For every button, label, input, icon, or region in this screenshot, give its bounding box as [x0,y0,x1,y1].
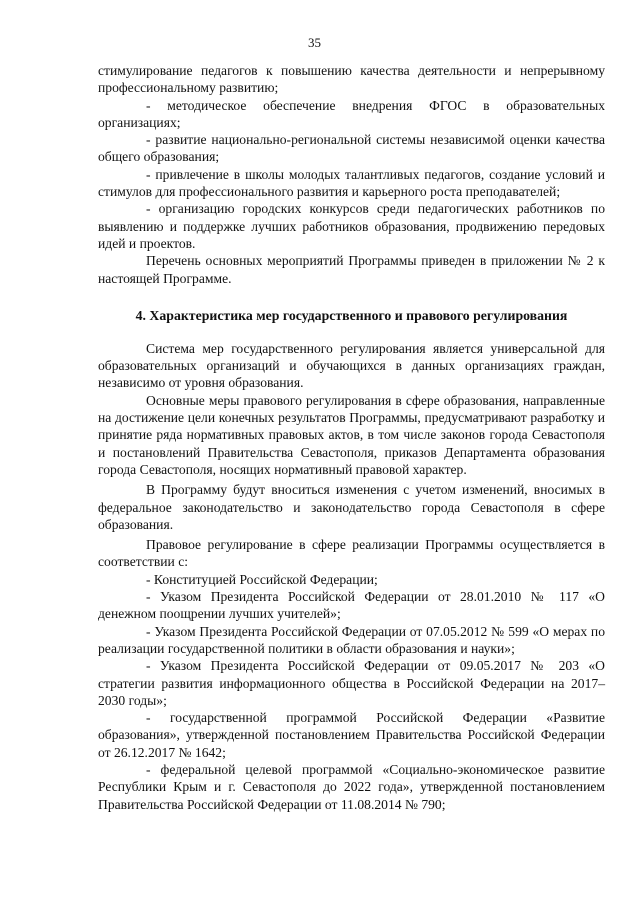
list-item-competitions: - организацию городских конкурсов среди педагогических работников по выявлению и поддержке лучших работников образования, продвижению передовых идей и проектов. [98,201,605,251]
paragraph-legal-basis: Правовое регулирование в сфере реализации Программы осуществляется в соответствии с: [98,537,605,570]
paragraph-legal-regulation: Основные меры правового регулирования в сфере образования, направленные на достижение цели конечных результатов Программы, предусматривают разработку и принятие ряда нормативных правовых актов, в том числе законов города Севастополя и постановлений Правительства Севастополя, приказов Департамента образования города Севастополя, носящих нормативный правовой характер. [98,392,605,477]
legal-item-constitution: - Конституцией Российской Федерации; [146,571,378,587]
paragraph-state-regulation: Система мер государственного регулирования является универсальной для образовательных организаций и обучающихся в данных организациях граждан, независимо от уровня образования. [98,340,605,391]
paragraph-program-changes: В Программу будут вноситься изменения с учетом изменений, вносимых в федеральное законодательство и законодательство города Севастополя в сфере образования. [98,482,605,532]
legal-item-federal-program: - федеральной целевой программой «Социально-экономическое развитие Республики Крым и г. Севастополя до 2022 года», утвержденной постановлением Правительства Российской Федерации от 11.08.2014 № 790; [98,761,605,812]
paragraph-activities-list: Перечень основных мероприятий Программы приведен в приложении № 2 к настоящей Программе. [98,253,605,286]
list-item-assessment: - развитие национально-региональной системы независимой оценки качества общего образования; [98,132,605,165]
page-number: 35 [308,35,321,50]
list-item-young-teachers: - привлечение в школы молодых талантливых педагогов, создание условий и стимулов для профессионального развития и карьерного роста преподавателей; [98,166,605,200]
legal-item-decree-203: - Указом Президента Российской Федерации от 09.05.2017 № 203 «О стратегии развития информационного общества в Российской Федерации на 2017–2030 годы»; [98,658,605,708]
legal-item-decree-599: - Указом Президента Российской Федерации от 07.05.2012 № 599 «О мерах по реализации государственной политики в области образования и науки»; [98,623,605,656]
legal-item-state-program: - государственной программой Российской Федерации «Развитие образования», утвержденной постановлением Правительства Российской Федерации от 26.12.2017 № 1642; [98,710,605,760]
list-item-fgos: - методическое обеспечение внедрения ФГОС в образовательных организациях; [98,97,605,130]
section-heading: 4. Характеристика мер государственного и правового регулирования [135,307,568,323]
document-body [98,62,605,813]
legal-item-decree-117: - Указом Президента Российской Федерации от 28.01.2010 № 117 «О денежном поощрении лучших учителей»; [98,589,605,622]
paragraph-continuation: стимулирование педагогов к повышению качества деятельности и непрерывному профессиональному развитию; [98,63,605,96]
